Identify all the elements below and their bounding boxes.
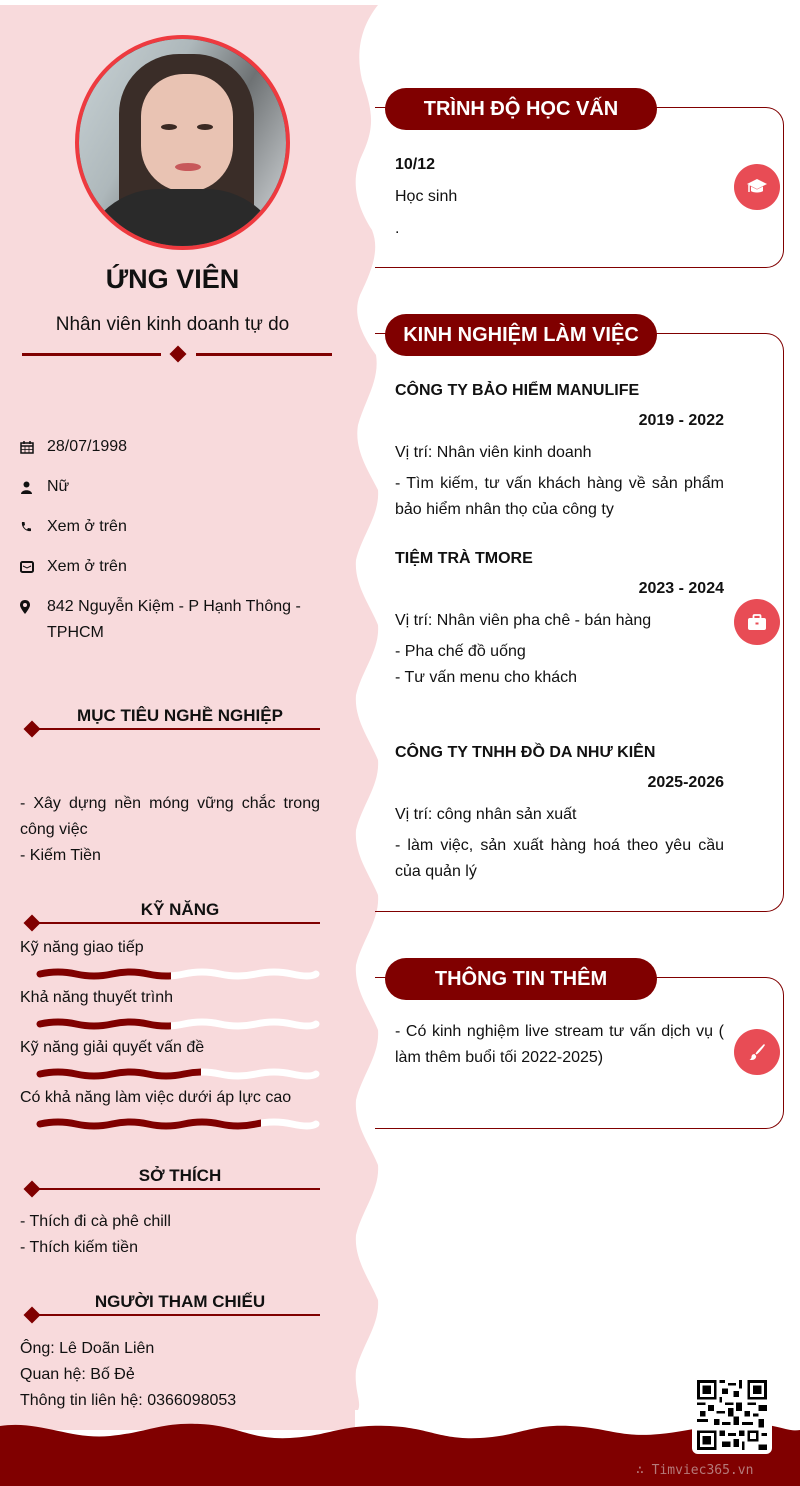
- phone-text: Xem ở trên: [47, 518, 127, 535]
- divider-diamond: [170, 346, 187, 363]
- email-text: Xem ở trên: [47, 558, 127, 575]
- objective-text: [20, 791, 320, 869]
- experience-position: Vị trí: Nhân viên kinh doanh: [395, 444, 592, 461]
- hobbies-heading: SỞ THÍCH: [20, 1166, 320, 1196]
- references-heading: NGƯỜI THAM CHIẾU: [20, 1292, 320, 1322]
- contact-email: [20, 554, 320, 580]
- reference-relation: Quan hệ: Bố Đẻ: [20, 1366, 135, 1383]
- calendar-icon: [20, 434, 47, 460]
- job-title: Nhân viên kinh doanh tự do: [55, 314, 290, 335]
- address-text: 842 Nguyễn Kiệm - P Hạnh Thông - TPHCM: [47, 598, 301, 641]
- contact-birthdate: [20, 434, 320, 460]
- graduation-cap-icon: [734, 164, 780, 210]
- watermark: ∴ Timviec365.vn: [636, 1463, 754, 1478]
- phone-icon: [20, 514, 47, 540]
- divider: [22, 353, 161, 356]
- hobby-item: - Thích kiếm tiền: [20, 1239, 138, 1256]
- contact-address: [20, 594, 320, 646]
- skills-heading: KỸ NĂNG: [20, 900, 320, 930]
- experience-detail: - làm việc, sản xuất hàng hoá theo yêu cầu của quản lý: [395, 837, 724, 880]
- skill-label: Kỹ năng giao tiếp: [20, 939, 144, 956]
- experience-detail: - Tư vấn menu cho khách: [395, 669, 578, 686]
- experience-period: 2023 - 2024: [638, 580, 724, 597]
- divider: [196, 353, 332, 356]
- experience-detail: - Pha chế đồ uống: [395, 643, 526, 660]
- skill-bar: [36, 1068, 320, 1080]
- avatar: [75, 35, 290, 250]
- skill-label: Có khả năng làm việc dưới áp lực cao: [20, 1089, 292, 1106]
- education-note: .: [395, 220, 400, 237]
- experience-period: 2025-2026: [647, 774, 724, 791]
- education-school: Học sinh: [395, 188, 458, 205]
- sidebar: [0, 0, 360, 1420]
- hobby-item: - Thích đi cà phê chill: [20, 1213, 171, 1230]
- experience-company: CÔNG TY TNHH ĐỒ DA NHƯ KIÊN: [395, 744, 656, 761]
- education-heading: TRÌNH ĐỘ HỌC VẤN: [385, 88, 657, 130]
- experience-position: Vị trí: công nhân sản xuất: [395, 806, 577, 823]
- experience-position: Vị trí: Nhân viên pha chê - bán hàng: [395, 612, 652, 629]
- experience-company: CÔNG TY BẢO HIỂM MANULIFE: [395, 382, 640, 399]
- objective-line: - Kiếm Tiền: [20, 847, 101, 864]
- skill-bar: [36, 1018, 320, 1030]
- birthdate-text: 28/07/1998: [47, 438, 128, 455]
- skill-bar: [36, 1118, 320, 1130]
- additional-info-heading: THÔNG TIN THÊM: [385, 958, 657, 1000]
- experience-detail: - Tìm kiếm, tư vấn khách hàng về sản phẩm bảo hiểm nhân thọ của công ty: [395, 475, 724, 518]
- reference-contact: Thông tin liên hệ: 0366098053: [20, 1392, 237, 1409]
- qr-code[interactable]: [692, 1376, 772, 1454]
- map-marker-icon: [20, 594, 47, 620]
- envelope-icon: [20, 554, 47, 580]
- experience-company: TIỆM TRÀ TMORE: [395, 550, 533, 567]
- contact-phone: [20, 514, 320, 540]
- education-period: 10/12: [395, 156, 436, 173]
- reference-name: Ông: Lê Doãn Liên: [20, 1340, 155, 1357]
- briefcase-icon: [734, 599, 780, 645]
- skill-label: Kỹ năng giải quyết vấn đề: [20, 1039, 205, 1056]
- objective-heading: MỤC TIÊU NGHỀ NGHIỆP: [20, 706, 320, 736]
- candidate-name: ỨNG VIÊN: [105, 264, 240, 294]
- hobbies-text: [20, 1209, 320, 1261]
- experience-heading: KINH NGHIỆM LÀM VIỆC: [385, 314, 657, 356]
- experience-period: 2019 - 2022: [638, 412, 724, 429]
- objective-line: - Xây dựng nền móng vững chắc trong công việc: [20, 795, 320, 838]
- additional-info-text: - Có kinh nghiệm live stream tư vấn dịch vụ ( làm thêm buổi tối 2022-2025): [395, 1023, 724, 1066]
- contact-gender: [20, 474, 320, 500]
- gender-text: Nữ: [47, 478, 70, 495]
- skill-bar: [36, 968, 320, 980]
- skill-label: Khả năng thuyết trình: [20, 989, 173, 1006]
- user-icon: [20, 474, 47, 500]
- paint-brush-icon: [734, 1029, 780, 1075]
